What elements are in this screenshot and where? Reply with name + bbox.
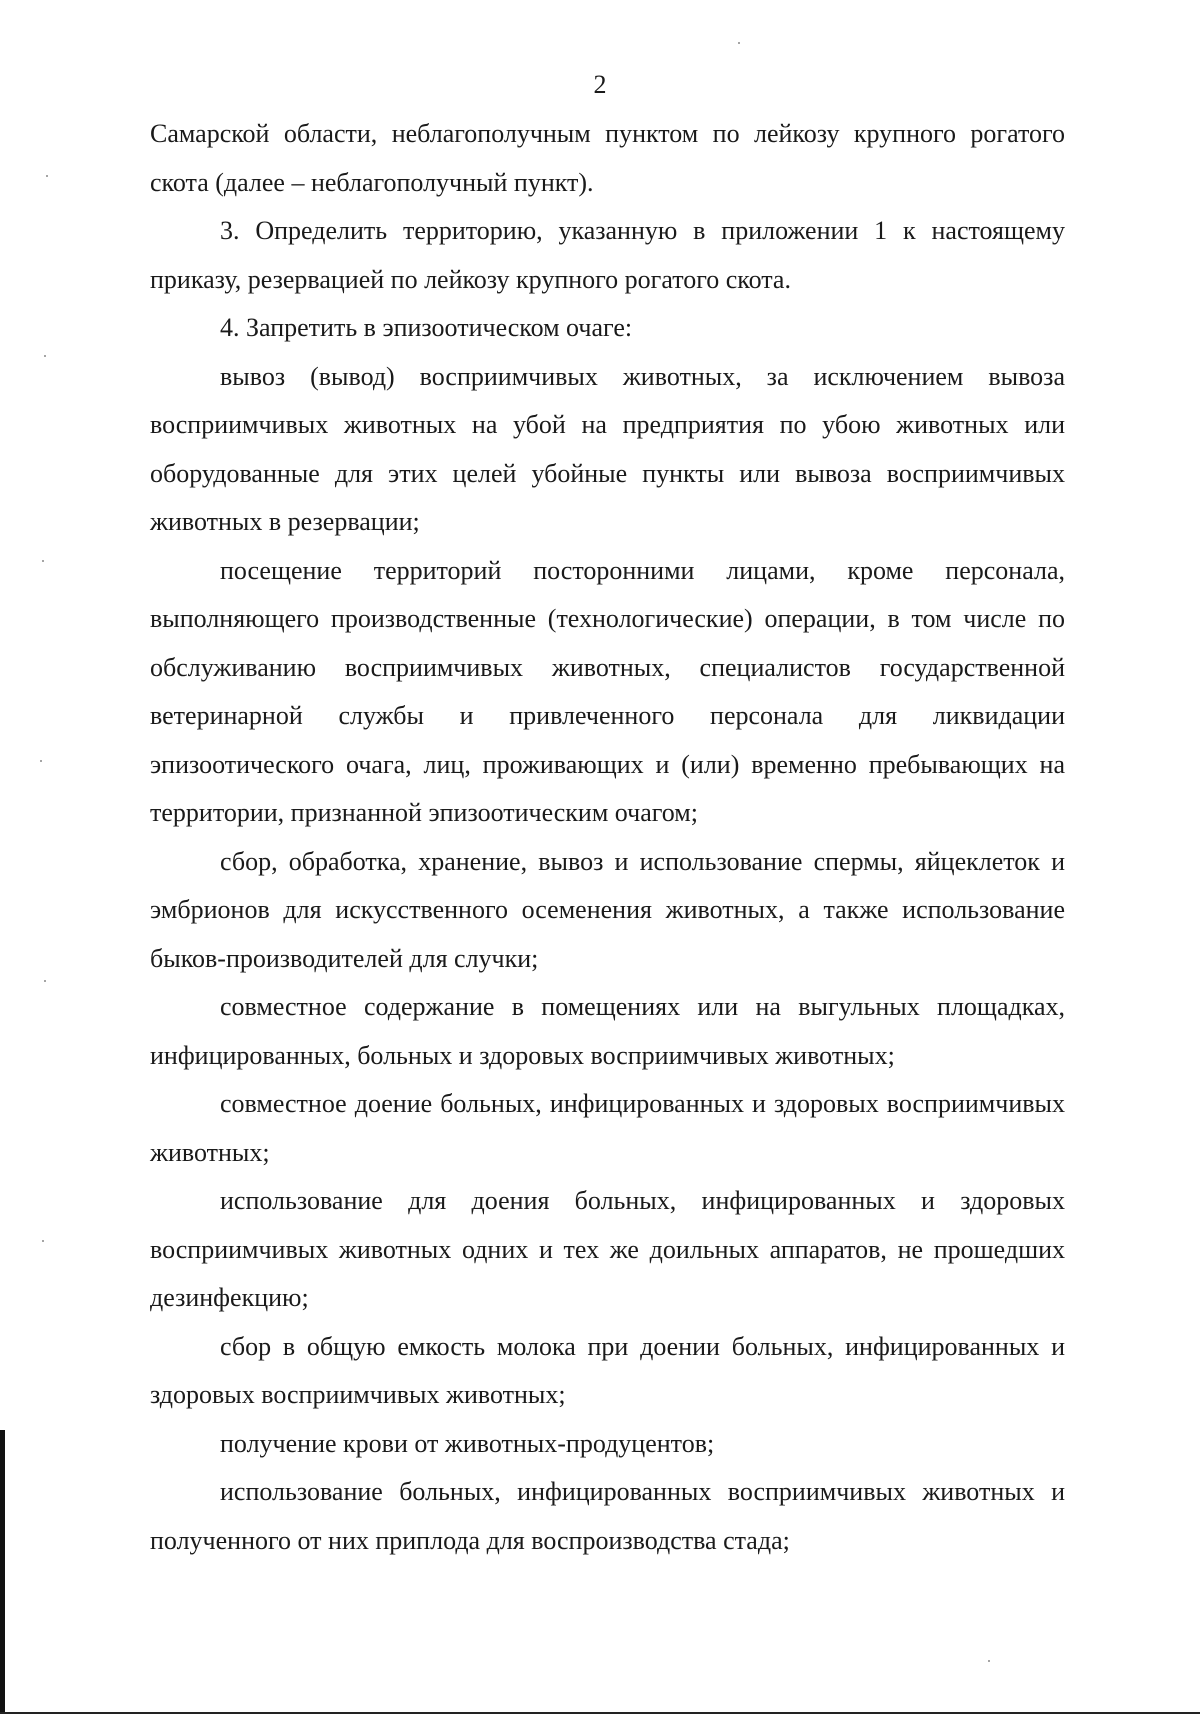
- paragraph-prohibition: сбор, обработка, хранение, вывоз и использование спермы, яйцеклеток и эмбрионов для искусственного осеменения животных, а также использование быков-производителей для случки;: [150, 846, 1065, 973]
- paragraph-prohibition: использование для доения больных, инфицированных и здоровых восприимчивых животных одних и тех же доильных аппаратов, не прошедших дезинфекцию;: [150, 1186, 1065, 1312]
- paragraph-continuation: Самарской области, неблагополучным пунктом по лейкозу крупного рогатого скота (далее – неблагополучный пункт).: [150, 119, 1065, 197]
- scan-speck: [40, 760, 42, 762]
- page-number: 2: [593, 70, 607, 99]
- paragraph-prohibition: использование больных, инфицированных восприимчивых животных и полученного от них приплода для воспроизводства стада;: [150, 1477, 1065, 1555]
- scan-speck: [988, 1660, 990, 1662]
- paragraph-prohibition: совместное доение больных, инфицированных и здоровых восприимчивых животных;: [150, 1089, 1065, 1167]
- paragraph-prohibition: сбор в общую емкость молока при доении больных, инфицированных и здоровых восприимчивых животных;: [150, 1331, 1065, 1409]
- scan-speck: [46, 175, 48, 177]
- paragraph-prohibition: получение крови от животных-продуцентов;: [220, 1428, 715, 1458]
- paragraph-prohibition: совместное содержание в помещениях или на выгульных площадках, инфицированных, больных и здоровых восприимчивых животных;: [150, 992, 1065, 1070]
- paragraph-prohibition: вывоз (вывод) восприимчивых животных, за исключением вывоза восприимчивых животных на убой на предприятия по убою животных или оборудованные для этих целей убойные пункты или вывоза восприимчивых животных в резервации;: [150, 361, 1065, 536]
- scan-speck: [44, 980, 46, 982]
- document-body: [150, 110, 1065, 1565]
- paragraph-item-3: 3. Определить территорию, указанную в приложении 1 к настоящему приказу, резервацией по лейкозу крупного рогатого скота.: [150, 216, 1065, 294]
- scan-speck: [42, 1240, 44, 1242]
- scan-speck: [738, 42, 740, 44]
- scan-edge-shadow: [0, 1430, 5, 1714]
- scan-speck: [42, 560, 44, 562]
- scan-speck: [44, 355, 46, 357]
- paragraph-prohibition: посещение территорий посторонними лицами, кроме персонала, выполняющего производственные (технологические) операции, в том числе по обслуживанию восприимчивых животных, специалистов государственной ветеринарной службы и привлеченного персонала для ликвидации эпизоотического очага, лиц, проживающих и (или) временно пребывающих на территории, признанной эпизоотическим очагом;: [150, 555, 1065, 827]
- paragraph-item-4: 4. Запретить в эпизоотическом очаге:: [220, 313, 633, 342]
